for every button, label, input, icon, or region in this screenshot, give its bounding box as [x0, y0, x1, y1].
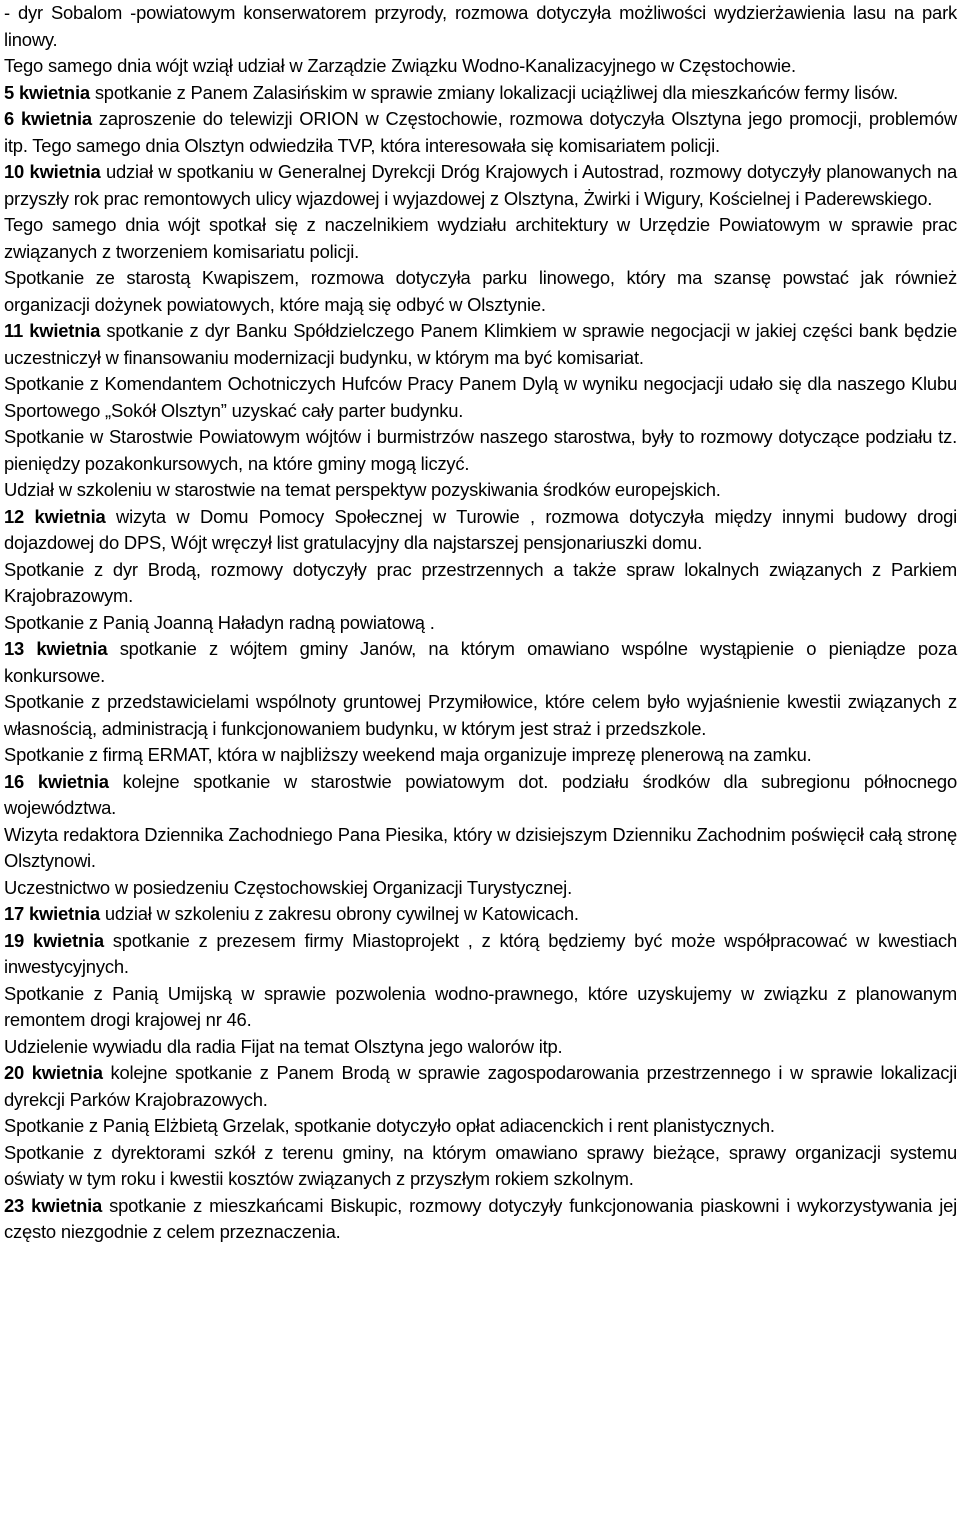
entry-paragraph	[4, 477, 957, 504]
entry-date: 23 kwietnia	[4, 1194, 103, 1216]
entry-text: Udział w szkoleniu w starostwie na temat perspektyw pozyskiwania środków europejskich.	[4, 479, 721, 500]
entry-text: kolejne spotkanie z Panem Brodą w sprawie zagospodarowania przestrzennego i w sprawie lokalizacji dyrekcji Parków Krajobrazowych.	[4, 1062, 957, 1110]
entry-paragraph	[4, 424, 957, 477]
dated-entry	[4, 901, 957, 928]
dated-entry	[4, 159, 957, 212]
entry-paragraph	[4, 981, 957, 1034]
entry-text: Wizyta redaktora Dziennika Zachodniego Pana Piesika, który w dzisiejszym Dzienniku Zachodnim poświęcił całą stronę Olsztynowi.	[4, 823, 957, 871]
entry-text: kolejne spotkanie w starostwie powiatowym dot. podziału środków dla subregionu północnego województwa.	[4, 770, 957, 818]
entry-paragraph	[4, 557, 957, 610]
entry-paragraph	[4, 742, 957, 769]
entry-paragraph	[4, 212, 957, 265]
entry-date: 10 kwietnia	[4, 161, 101, 182]
entry-text: Spotkanie z firmą ERMAT, która w najbliższy weekend maja organizuje imprezę plenerową na zamku.	[4, 744, 812, 765]
entry-paragraph	[4, 610, 957, 637]
dated-entry	[4, 106, 957, 159]
dated-entry	[4, 504, 957, 557]
entry-text: spotkanie z Panem Zalasińskim w sprawie zmiany lokalizacji uciążliwej dla mieszkańców fermy lisów.	[89, 81, 898, 103]
dated-entry	[4, 928, 957, 981]
dated-entry	[4, 769, 957, 822]
entry-paragraph	[4, 371, 957, 424]
entry-text: Spotkanie z przedstawicielami wspólnoty gruntowej Przymiłowice, które celem było wyjaśnienie kwestii związanych z własnością, administracją i funkcjonowaniem budynku, w którym jest straż i przedszkole.	[4, 691, 957, 739]
dated-entry	[4, 1193, 957, 1246]
entry-text: Tego samego dnia wójt wziął udział w Zarządzie Związku Wodno-Kanalizacyjnego w Częstochowie.	[4, 55, 796, 76]
dated-entry	[4, 318, 957, 371]
entry-text: spotkanie z dyr Banku Spółdzielczego Panem Klimkiem w sprawie negocjacji w jakiej części bank będzie uczestniczył w finansowaniu modernizacji budynku, w którym ma być komisariat.	[4, 320, 958, 368]
entry-paragraph	[4, 822, 957, 875]
entry-text: Spotkanie z Komendantem Ochotniczych Hufców Pracy Panem Dylą w wyniku negocjacji udało się dla naszego Klubu Sportowego „Sokół Olsztyn” uzyskać cały parter budynku.	[4, 373, 957, 421]
entry-text: zaproszenie do telewizji ORION w Częstochowie, rozmowa dotyczyła Olsztyna jego promocji, problemów itp. Tego samego dnia Olsztyn odwiedziła TVP, która interesowała się komisariatem policji.	[4, 108, 958, 156]
entry-text: udział w szkoleniu z zakresu obrony cywilnej w Katowicach.	[99, 903, 579, 924]
dated-entry	[4, 80, 957, 107]
entry-date: 17 kwietnia	[4, 903, 100, 924]
entry-date: 20 kwietnia	[4, 1062, 103, 1083]
entry-paragraph	[4, 689, 957, 742]
entry-text: udział w spotkaniu w Generalnej Dyrekcji Dróg Krajowych i Autostrad, rozmowy dotyczyły planowanych na przyszły rok prac remontowych ulicy wjazdowej i wyjazdowej z Olsztyna, Żwirki i Wigury, Kościelnej i Paderewskiego.	[4, 161, 957, 209]
entry-text: spotkanie z prezesem firmy Miastoprojekt , z którą będziemy być może współpracować w kwestiach inwestycyjnych.	[4, 929, 957, 977]
entry-date: 12 kwietnia	[4, 505, 106, 527]
entry-text: spotkanie z wójtem gminy Janów, na którym omawiano wspólne wystąpienie o pieniądze poza konkursowe.	[4, 638, 957, 686]
entry-text: Spotkanie z Panią Umijską w sprawie pozwolenia wodno-prawnego, które uzyskujemy w związku z planowanym remontem drogi krajowej nr 46.	[4, 982, 957, 1030]
entry-paragraph	[4, 1034, 957, 1061]
entry-paragraph	[4, 875, 957, 902]
entry-text: spotkanie z mieszkańcami Biskupic, rozmowy dotyczyły funkcjonowania piaskowni i wykorzystywania jej często niezgodnie z celem przeznaczenia.	[4, 1194, 957, 1242]
entry-date: 11 kwietnia	[4, 320, 101, 341]
entry-paragraph	[4, 265, 957, 318]
entry-text: Spotkanie z Panią Joanną Haładyn radną powiatową .	[4, 611, 435, 633]
dated-entry	[4, 1060, 957, 1113]
entry-text: Spotkanie w Starostwie Powiatowym wójtów i burmistrzów naszego starostwa, były to rozmowy dotyczące podziału tz. pieniędzy pozakonkursowych, na które gminy mogą liczyć.	[4, 426, 957, 474]
entry-paragraph	[4, 0, 957, 53]
entry-text: wizyta w Domu Pomocy Społecznej w Turowie , rozmowa dotyczyła między innymi budowy drogi dojazdowej do DPS, Wójt wręczył list gratulacyjny dla najstarszej pensjonariuszki domu.	[4, 505, 958, 553]
entry-date: 16 kwietnia	[4, 770, 109, 792]
entry-text: Spotkanie ze starostą Kwapiszem, rozmowa dotyczyła parku linowego, który ma szansę powstać jak również organizacji dożynek powiatowych, które mają się odbyć w Olsztynie.	[4, 267, 957, 315]
dated-entry	[4, 636, 957, 689]
entry-date: 6 kwietnia	[4, 108, 92, 129]
entry-paragraph	[4, 53, 957, 80]
entry-text: Udzielenie wywiadu dla radia Fijat na temat Olsztyna jego walorów itp.	[4, 1035, 563, 1057]
entry-text: Uczestnictwo w posiedzeniu Częstochowskiej Organizacji Turystycznej.	[4, 876, 572, 898]
entry-paragraph	[4, 1140, 957, 1193]
entry-paragraph	[4, 1113, 957, 1140]
entry-text: Spotkanie z Panią Elżbietą Grzelak, spotkanie dotyczyło opłat adiacenckich i rent planistycznych.	[4, 1115, 775, 1136]
entry-date: 5 kwietnia	[4, 81, 90, 103]
entry-date: 19 kwietnia	[4, 929, 104, 951]
entry-date: 13 kwietnia	[4, 638, 108, 659]
entry-text: Spotkanie z dyr Brodą, rozmowy dotyczyły prac przestrzennych a także spraw lokalnych związanych z Parkiem Krajobrazowym.	[4, 558, 957, 606]
entry-text: Spotkanie z dyrektorami szkół z terenu gminy, na którym omawiano sprawy bieżące, sprawy organizacji systemu oświaty w tym roku i kwestii kosztów związanych z przyszłym rokiem szkolnym.	[4, 1141, 957, 1189]
entry-text: Tego samego dnia wójt spotkał się z naczelnikiem wydziału architektury w Urzędzie Powiatowym w sprawie prac związanych z tworzeniem komisariatu policji.	[4, 214, 957, 262]
entry-text: - dyr Sobalom -powiatowym konserwatorem przyrody, rozmowa dotyczyła możliwości wydzierżawienia lasu na park linowy.	[4, 2, 957, 50]
